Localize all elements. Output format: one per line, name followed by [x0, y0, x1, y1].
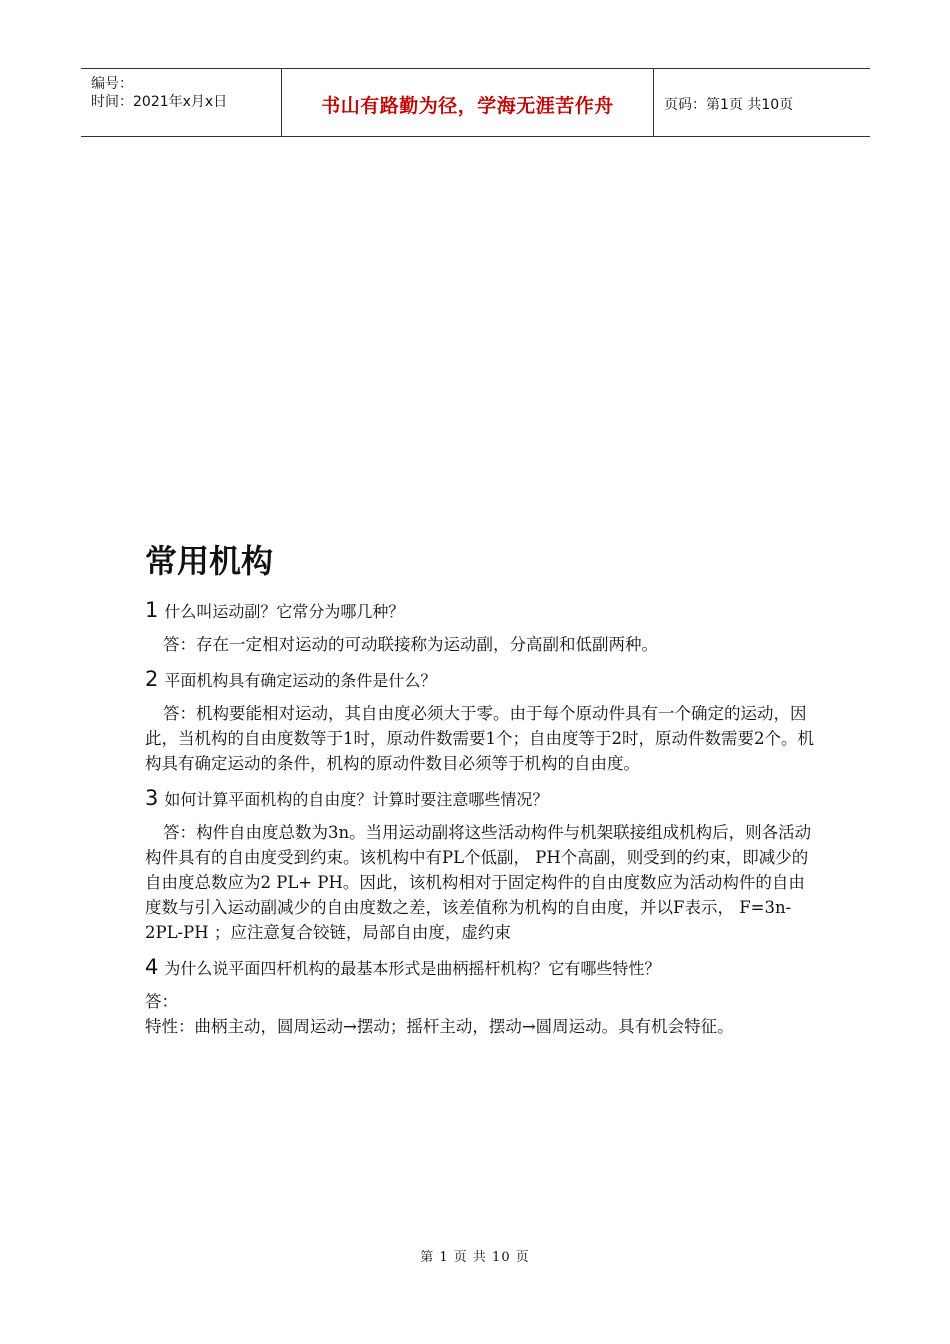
question-text: 如何计算平面机构的自由度？计算时要注意哪些情况？ — [164, 790, 549, 809]
question-text: 平面机构具有确定运动的条件是什么？ — [164, 671, 437, 690]
document-body — [145, 538, 815, 1039]
question-number: 4 — [145, 955, 159, 979]
header-motto-cell — [282, 69, 654, 136]
question-text: 为什么说平面四杆机构的最基本形式是曲柄摇杆机构？它有哪些特性？ — [164, 959, 661, 978]
answer-2: 答：机构要能相对运动，其自由度必须大于零。由于每个原动件具有一个确定的运动，因此，当机构的自由度数等于1时，原动件数需要1个；自由度等于2时，原动件数需要2个。机构具有确定运动的条件，机构的原动件数目必须等于机构的自由度。 — [145, 704, 814, 773]
answer-4: 特性：曲柄主动，圆周运动→摆动；摇杆主动，摆动→圆周运动。具有机会特征。 — [145, 1017, 734, 1036]
question-text: 什么叫运动副？它常分为哪几种？ — [164, 602, 405, 621]
question-number: 3 — [145, 786, 159, 810]
question-2 — [145, 667, 815, 693]
page-title: 常用机构 — [145, 542, 274, 580]
header-page-cell — [654, 69, 870, 136]
answer-4-label: 答： — [145, 992, 178, 1011]
question-1 — [145, 598, 815, 624]
answer-3: 答：构件自由度总数为3n。当用运动副将这些活动构件与机架联接组成机构后，则各活动构件具有的自由度受到约束。该机构中有PL个低副， PH个高副，则受到的约束，即减少的自由度总数应为2 PL+ PH。因此，该机构相对于固定构件的自由度数应为活动构件的自由度数与引入运动副减少的自由度数之差，该差值称为机构的自由度，并以F表示， F=3n-2PL-PH ；应注意复合铰链，局部自由度，虚约束 — [145, 823, 812, 942]
page-footer: 第 1 页 共 10 页 — [420, 1250, 530, 1265]
header-motto: 书山有路勤为径，学海无涯苦作舟 — [321, 95, 614, 117]
answer-1: 答：存在一定相对运动的可动联接称为运动副，分高副和低副两种。 — [163, 635, 658, 654]
question-number: 1 — [145, 598, 159, 622]
header-page-label: 页码：第1页 共10页 — [664, 97, 794, 113]
question-3 — [145, 786, 815, 812]
question-4 — [145, 955, 815, 981]
time-label: 时间：2021年x月x日 — [91, 94, 228, 110]
serial-label: 编号： — [91, 76, 133, 92]
page-header — [81, 68, 870, 137]
question-number: 2 — [145, 667, 159, 691]
header-left-cell — [81, 69, 282, 136]
